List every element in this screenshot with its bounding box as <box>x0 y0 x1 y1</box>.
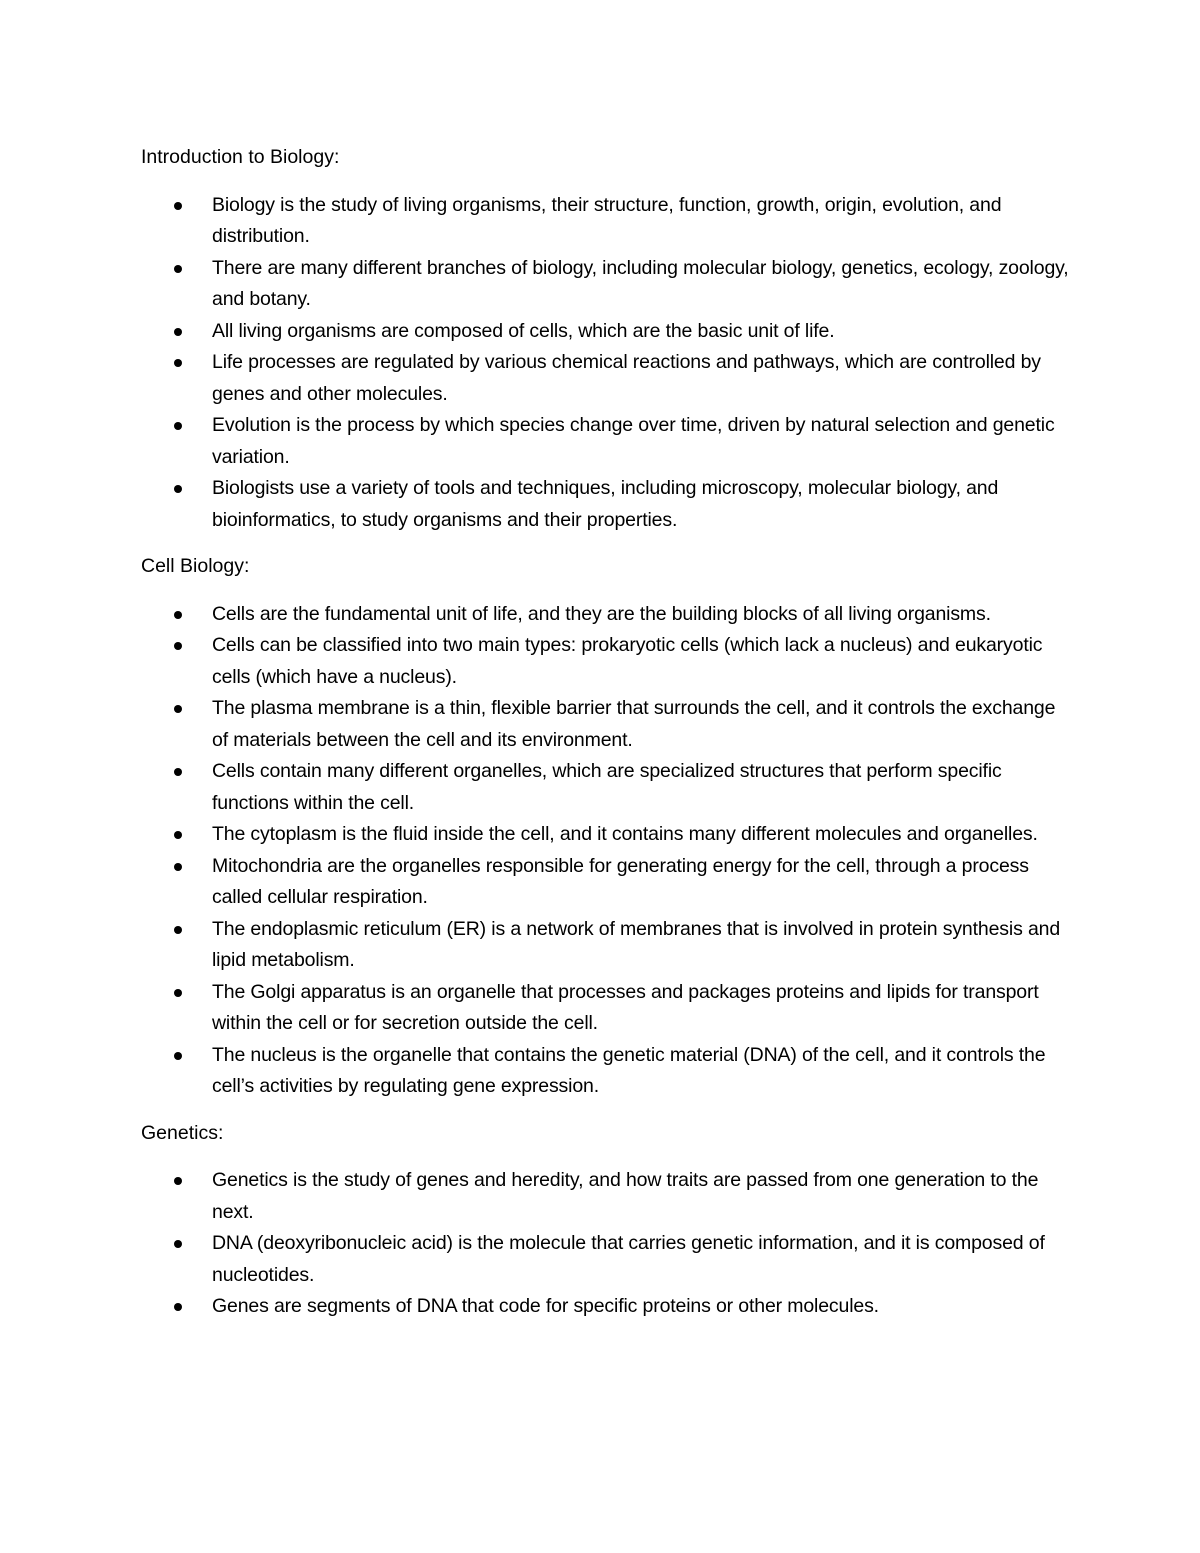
bullet-icon <box>174 863 182 871</box>
bullet-icon <box>174 422 182 430</box>
list-item-text: The cytoplasm is the fluid inside the cell, and it contains many different molecules and organelles. <box>212 823 1038 845</box>
list-item-text: Biology is the study of living organisms, their structure, function, growth, origin, evolution, and distribution. <box>212 193 1002 247</box>
bullet-icon <box>174 1177 182 1185</box>
list-item-text: The nucleus is the organelle that contains the genetic material (DNA) of the cell, and it controls the cell’s activities by regulating gene expression. <box>212 1043 1046 1097</box>
list-item <box>141 190 1071 253</box>
list-item <box>141 1165 1071 1228</box>
bullet-icon <box>174 202 182 210</box>
list-item-text: Evolution is the process by which species change over time, driven by natural selection and genetic variation. <box>212 414 1055 468</box>
list-item-text: Cells can be classified into two main types: prokaryotic cells (which lack a nucleus) and eukaryotic cells (which have a nucleus). <box>212 634 1043 688</box>
bullet-list-cell-biology <box>141 599 1071 1103</box>
bullet-icon <box>174 642 182 650</box>
list-item <box>141 819 1071 851</box>
bullet-icon <box>174 485 182 493</box>
list-item <box>141 347 1071 410</box>
list-item-text: Genes are segments of DNA that code for specific proteins or other molecules. <box>212 1295 879 1317</box>
list-item-text: Mitochondria are the organelles responsible for generating energy for the cell, through a process called cellular respiration. <box>212 854 1029 908</box>
list-item-text: All living organisms are composed of cells, which are the basic unit of life. <box>212 319 835 342</box>
list-item <box>141 253 1071 316</box>
list-item <box>141 410 1071 473</box>
document-body <box>141 142 1071 1338</box>
list-item <box>141 599 1071 631</box>
bullet-icon <box>174 831 182 839</box>
list-item <box>141 1291 1071 1323</box>
bullet-icon <box>174 611 182 619</box>
bullet-icon <box>174 328 182 336</box>
bullet-icon <box>174 926 182 934</box>
list-item <box>141 1040 1071 1103</box>
bullet-icon <box>174 265 182 273</box>
bullet-icon <box>174 705 182 713</box>
list-item <box>141 693 1071 756</box>
bullet-icon <box>174 989 182 997</box>
list-item-text: Cells are the fundamental unit of life, and they are the building blocks of all living organisms. <box>212 602 991 625</box>
bullet-icon <box>174 359 182 367</box>
list-item-text: Cells contain many different organelles, which are specialized structures that perform specific functions within the cell. <box>212 760 1002 814</box>
list-item <box>141 756 1071 819</box>
bullet-icon <box>174 1240 182 1248</box>
list-item <box>141 473 1071 536</box>
list-item <box>141 630 1071 693</box>
list-item <box>141 977 1071 1040</box>
list-item <box>141 316 1071 348</box>
section-heading-introduction: Introduction to Biology: <box>141 146 340 168</box>
bullet-icon <box>174 768 182 776</box>
bullet-icon <box>174 1303 182 1311</box>
list-item-text: There are many different branches of biology, including molecular biology, genetics, ecology, zoology, and botany. <box>212 256 1069 310</box>
bullet-icon <box>174 1052 182 1060</box>
list-item-text: Genetics is the study of genes and heredity, and how traits are passed from one generation to the next. <box>212 1169 1039 1223</box>
section-heading-genetics: Genetics: <box>141 1121 224 1144</box>
list-item <box>141 914 1071 977</box>
list-item-text: The endoplasmic reticulum (ER) is a network of membranes that is involved in protein synthesis and lipid metabolism. <box>212 917 1061 971</box>
list-item-text: DNA (deoxyribonucleic acid) is the molecule that carries genetic information, and it is composed of nucleotides. <box>212 1232 1045 1286</box>
list-item-text: The Golgi apparatus is an organelle that processes and packages proteins and lipids for transport within the cell or for secretion outside the cell. <box>212 980 1039 1034</box>
list-item-text: Biologists use a variety of tools and techniques, including microscopy, molecular biology, and bioinformatics, to study organisms and their properties. <box>212 477 999 531</box>
bullet-list-genetics <box>141 1165 1071 1323</box>
list-item-text: The plasma membrane is a thin, flexible barrier that surrounds the cell, and it controls the exchange of materials between the cell and its environment. <box>212 697 1056 751</box>
list-item <box>141 851 1071 914</box>
list-item-text: Life processes are regulated by various chemical reactions and pathways, which are controlled by genes and other molecules. <box>212 351 1041 405</box>
section-heading-cell-biology: Cell Biology: <box>141 555 250 577</box>
bullet-list-introduction <box>141 190 1071 537</box>
list-item <box>141 1228 1071 1291</box>
